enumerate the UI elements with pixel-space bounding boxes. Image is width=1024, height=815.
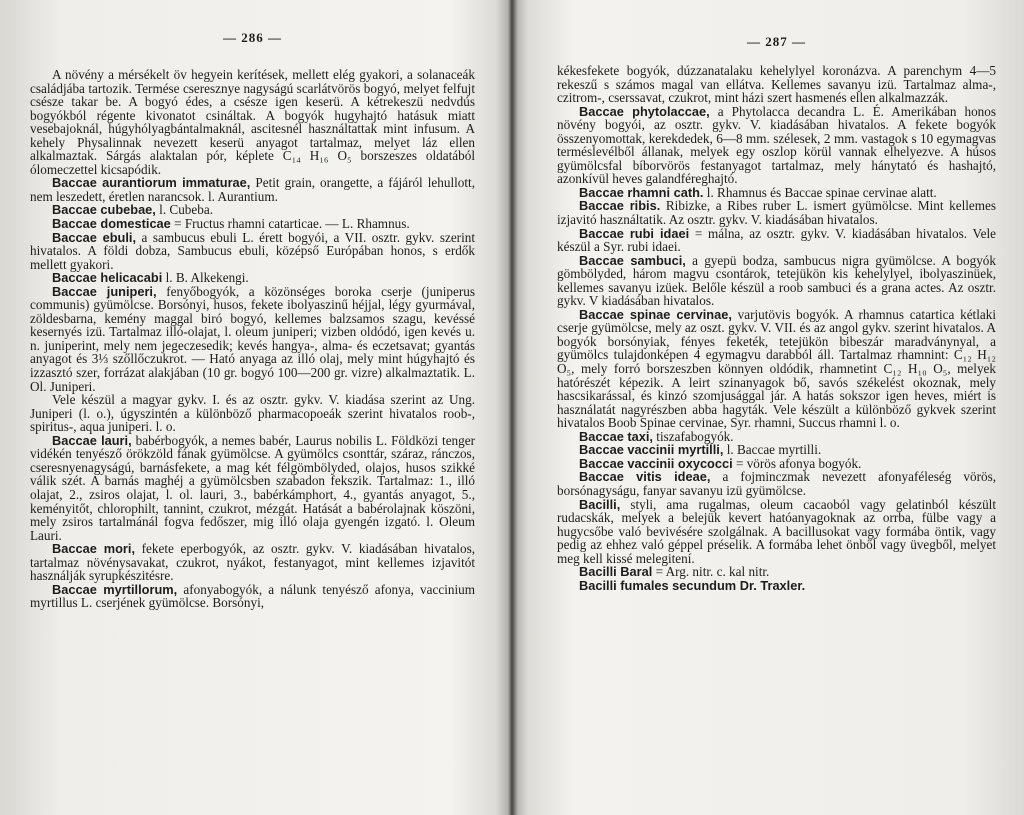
entry-text: styli, ama rugalmas, oleum cacaoból vagy gelatinból készült rudacskák, melyek a belejük kevert hatóanyagoknak az orrba, fülbe vagy a hugycsőbe való bevivésére szolgálnak. A bacillusokat vagy formába öntik, vagy pedig az ehhez való géppel préselik. A formába lehet önből vagy üvegből, melyet meg kell kissé melegitení. xyxy=(557,496,996,566)
dictionary-entry xyxy=(557,565,996,579)
dictionary-entry xyxy=(30,271,475,285)
dictionary-entry xyxy=(557,105,996,186)
entry-text: a Phytolacca decandra L. É. Amerikában honos növény bogyói, az osztr. gykv. V. kiadásában hivatalos. A fekete bogyók összenyomottak, kerekdedek, 6—8 mm. szélesek, 2 mm. vastagok s 10 egymagvas terméslevélből állanak, melyek egy oszlop körül vannak elhelyezve. A húsos gyümölcsfal bíborvörös festanyagot tartalmaz, mely hánytató és hashajtó, azonkívül heves galandféreghajtó. xyxy=(557,103,996,187)
dictionary-entry xyxy=(30,285,475,393)
dictionary-entry xyxy=(557,186,996,200)
entry-headword: Baccae ribis. xyxy=(579,198,661,214)
entry-text: fenyőbogyók, a közönséges boroka cserje (juniperus communis) gyümölcse. Borsónyi, husos, fekete ibolyaszinű héjjal, légy gyurmával, zöldesbarna, kemény maggal biró bogyó, kellemes balzsamos szagu, kevéssé kesernyés izü. Tartalmaz illó-olajat, l. oleum juniperi; vizben oldódó, igen kevés u. n. juniperint, mely nem jegeczesedik; kevés hangya-, alma- és eczetsavat; gyantás anyagot és 3⅓ szőllőczukrot. — Ható anyaga az illó olaj, mely mint húgyhajtó és izzasztó szer, forrázat alakjában (10 gr. bogyó 100—200 gr. vizre) alkalmaztatik. L. Ol. Juniperi. xyxy=(30,283,476,394)
entry-text: babérbogyók, a nemes babér, Laurus nobilis L. Földközi tenger vidékén tenyésző örökzöld fának gyümölcse. A gyümölcs csonttár, száraz, ránczos, cseresnyenagyságú, barnásfekete, a mag két félgömbölyded, olajos, husos szikké válik szét. A barnás maghéj a gyümölcsben szabadon fekszik. Tartalmaz: 1., illó olajat, 2., zsiros olajat, l. ol. lauri, 3., babérkámphort, 4., gyantás anyagot, 5., keményitőt, chlorophilt, tannint, czukrot, mézgát. Hatását a babérolajnak köszöni, mely zsiros tartalmánál fogva fedőszer, mig illó olaja gyengén izgató. l. Oleum Lauri. xyxy=(30,432,475,543)
entry-headword: Bacilli fumales secundum Dr. Traxler. xyxy=(579,577,806,593)
dictionary-entry xyxy=(30,203,475,217)
entry-headword: Baccae mori, xyxy=(52,541,136,557)
dictionary-entry xyxy=(557,470,996,497)
right-page xyxy=(519,0,1024,815)
dictionary-entry xyxy=(30,434,475,542)
entry-text: kékesfekete bogyók, dúzzanatalaku kehelylyel koronázva. A parenchym 4—5 rekeszű s számos magal van ellátva. Kellemes savanyu izü. Tartalmaz alma-, czitrom-, cserssavat, czukrot, mint házi szert hasmenés ellen alkalmazzák. xyxy=(557,63,996,106)
page-number: — 287 — xyxy=(747,34,806,49)
paragraph xyxy=(30,393,475,434)
entry-headword: Bacilli, xyxy=(579,496,621,512)
entry-headword: Baccae ebuli, xyxy=(52,229,137,245)
entry-headword: Baccae taxi, xyxy=(579,428,653,444)
entry-text: afonyabogyók, a nálunk tenyésző afonya, vaccinium myrtillus L. cserjének gyümölcse. Borsónyi, xyxy=(30,581,475,611)
entry-text: = málna, az osztr. gykv. V. kiadásában hivatalos. Vele készül a Syr. rubi idaei. xyxy=(557,225,996,255)
entry-headword: Baccae spinae cervinae, xyxy=(579,306,732,322)
left-text xyxy=(30,68,475,610)
entry-headword: Baccae myrtillorum, xyxy=(52,581,178,597)
page-number: — 286 — xyxy=(223,30,282,45)
dictionary-entry xyxy=(557,443,996,457)
entry-headword: Baccae helicacabi xyxy=(52,270,163,286)
entry-text: fekete eperbogyók, az osztr. gykv. V. kiadásában hivatalos, tartalmaz növénysavakat, czukrot, nyákot, festanyagot, mint kellemes izjavitót használják syrupkészitésre. xyxy=(30,541,475,584)
entry-text: A növény a mérsékelt öv hegyein kerítések, mellett elég gyakori, a solanaceák családjába tartozik. Termése cseresznye nagyságú scarlátvörös bogyó, melyet felfujt csésze takar be. A bogyó édes, a csésze igen keserü. A kétrekeszü nedvdús bogyókból régente kivonatot csináltak. A bogyók hugyhajtó hatásuk miatt vesebajoknál, húgyhólyagbántalmaknál, ascitesnél használtattak mint infusum. A kehely Physalinnak nevezett keserü anyagot tartalmaz, melyet láz ellen alkalmaztak. Sárgás alaktalan pór, képlete C₁₄ H₁₆ O₅ borszeszes oldatából ólomeczettel kicsapódik. xyxy=(30,67,475,177)
entry-headword: Baccae vaccinii oxycocci xyxy=(579,455,733,471)
entry-text: varjutövis bogyók. A rhamnus catartica kétlaki cserje gyümölcse, mely az oszt. gykv. V. VII. és az angol gykv. szerint hivatalos. A bogyók borsónyiak, fényes feketék, tetejükön bibeszár maradványnyal, a gyümölcs tulajdonképen 4 egymagvu darabból áll. Tartalmaz rhamnint: C₁₂ H₁₂ O₅, mely forró borszeszben könnyen oldódik, rhamnetint C₁₂ H₁₀ O₅, melyek hatórészét képezik. A leirt szinanyagok bő, savós székelést okoznak, mely hascsikarással, és kinzó szomjusággal jár. A hatás sokszor igen heves, miért is használatát nagyrészben abba hagyták. Vele készült a különböző gykvek szerint hivatalos Boob Spinae cervinae, Syr. rhamni, Succus rhamni l. o. xyxy=(557,306,996,431)
paragraph xyxy=(557,64,996,105)
entry-text: Ribizke, a Ribes ruber L. ismert gyümölcse. Mint kellemes izjavitó használtatik. Az osztr. gykv. V. kiadásában hivatalos. xyxy=(557,198,997,228)
entry-text: = Fructus rhamni catarticae. — L. Rhamnus. xyxy=(170,216,410,232)
entry-text: = vörös afonya bogyók. xyxy=(732,455,862,471)
entry-text: l. Cubeba. xyxy=(155,202,213,218)
entry-headword: Baccae rhamni cath. xyxy=(579,184,704,200)
dictionary-entry xyxy=(30,176,475,203)
dictionary-entry xyxy=(557,457,996,471)
paragraph xyxy=(30,68,475,176)
entry-text: Vele készül a magyar gykv. I. és az osztr. gykv. V. kiadása szerint az Ung. Juniperi (l. o.), úgyszintén a különböző pharmacopoeák szerint hivatalos roob-, spiritus-, aqua juniperi. l. o. xyxy=(30,392,475,435)
right-text xyxy=(557,64,996,592)
dictionary-entry xyxy=(557,498,996,566)
dictionary-entry xyxy=(30,542,475,583)
entry-headword: Bacilli Baral xyxy=(579,564,653,580)
dictionary-entry xyxy=(557,579,996,593)
dictionary-entry xyxy=(30,583,475,610)
entry-headword: Baccae sambuci, xyxy=(579,252,686,268)
dictionary-entry xyxy=(557,254,996,308)
entry-text: a gyepü bodza, sambucus nigra gyümölcse. A bogyók gömbölyded, három magvu csontárok, tetejükön kis kehelylyel, ibolyaszinüek, kellemes savanyu izüek. Belőle készül a roob sambuci és a grana actes. Az osztr. gykv. V kiadásában hivatalos. xyxy=(557,252,996,309)
dictionary-entry xyxy=(557,227,996,254)
entry-text: = Arg. nitr. c. kal nitr. xyxy=(652,564,770,580)
entry-headword: Baccae lauri, xyxy=(52,432,132,448)
entry-headword: Baccae aurantiorum immaturae, xyxy=(52,175,251,191)
entry-text: l. B. Alkekengi. xyxy=(162,270,249,286)
entry-headword: Baccae phytolaccae, xyxy=(579,103,710,119)
entry-text: tiszafabogyók. xyxy=(653,428,734,444)
dictionary-entry xyxy=(557,199,996,226)
entry-headword: Baccae rubi idaei xyxy=(579,225,690,241)
entry-text: a fojminczmak nevezett afonyaféleség vörös, borsónagyságu, fanyar savanyu izü gyümölcse. xyxy=(557,469,996,498)
entry-headword: Baccae cubebae, xyxy=(52,202,156,218)
entry-headword: Baccae vitis ideae, xyxy=(579,469,711,485)
entry-headword: Baccae vaccinii myrtilli, xyxy=(579,442,724,458)
dictionary-entry xyxy=(557,430,996,444)
entry-text: l. Baccae myrtilli. xyxy=(723,442,822,458)
entry-headword: Baccae domesticae xyxy=(52,216,171,232)
dictionary-entry xyxy=(557,308,996,430)
entry-text: a sambucus ebuli L. érett bogyói, a VII. osztr. gykv. szerint hivatalos. A földi dobza, Sambucus ebuli, középső Európában honos, s erdők mellett gyakori. xyxy=(30,229,475,272)
dictionary-entry xyxy=(30,231,475,272)
left-page xyxy=(0,0,505,815)
entry-text: l. Rhamnus és Baccae spinae cervinae alatt. xyxy=(703,184,937,200)
entry-text: Petit grain, orangette, a fájáról lehullott, nem leszedett, éretlen narancsok. l. Aurantium. xyxy=(30,175,476,204)
entry-headword: Baccae juniperi, xyxy=(52,283,157,299)
dictionary-entry xyxy=(30,217,475,231)
